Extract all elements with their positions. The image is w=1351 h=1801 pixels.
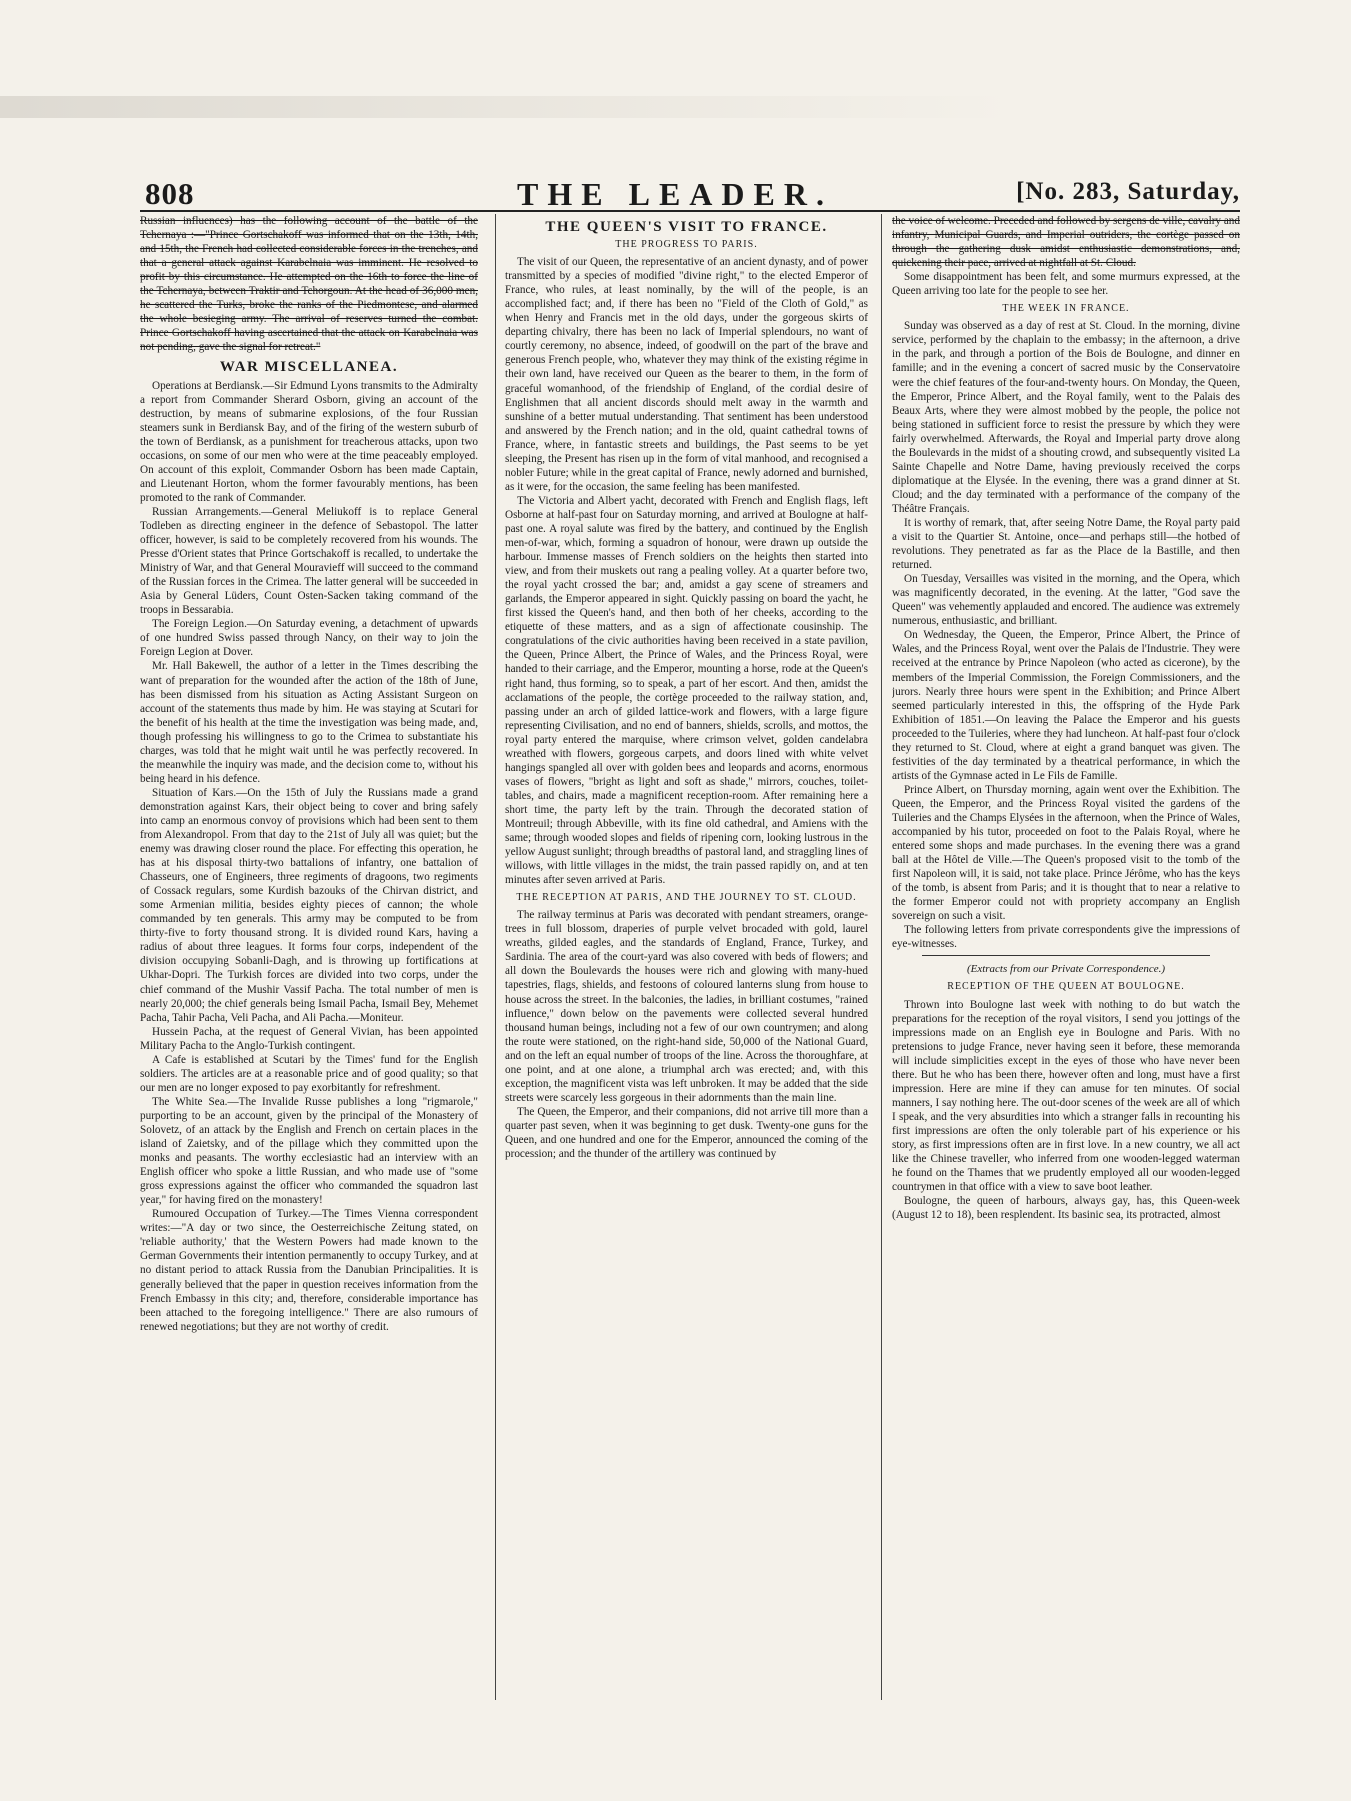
paragraph: The Victoria and Albert yacht, decorated with French and English flags, left Osborne at half-past four on Saturday morning, and arrived at Boulogne at half-past one. A royal salute was fired by the battery, and continued by the English men-of-war, which, forming a squadron of honour, were drawn up outside the harbour. Immense masses of French soldiers on the heights then started into view, and from their muskets out rang a pealing volley. At a quarter before two, the royal yacht crossed the bar; and, amidst a gay scene of streamers and garlands, the Emperor appeared in sight. Quickly passing on board the yacht, he first kissed the Queen's hand, and then both of her cheeks, according to the etiquette of these matters, and as a sign of affectionate cousinship. The congratulations of the civic authorities having been received in a state pavilion, the Queen, Prince Albert, the Prince of Wales, and the Princess Royal, were handed to their carriage, and the Emperor, mounting a horse, rode at the Queen's right hand, thus forming, so to speak, a part of her escort. And then, amidst the acclamations of the people, the cortège proceeded to the railway station, and, passing under an arch of gilded lattice-work and flowers, with a large figure representing Civilisation, and no end of banners, shields, scrolls, and mottos, the royal party entered the marquise, where crimson velvet, golden candelabra wreathed with flowers, gorgeous carpets, and doors lined with white velvet hangings spangled all over with golden bees and leopards and acorns, enormous vases of flowers, "bright as light and soft as shade," mirrors, couches, toilet-tables, and chairs, made a magnificent reception-room. After remaining here a short time, the party left by the train. Through the decorated station of Montreuil; through Abbeville, with its fine old cathedral, and Amiens with the same; through wooded slopes and fields of ripening corn, looking lustrous in the yellow August sunlight; through breadths of pastoral land, and straggling lines of willows, with little villages in the midst, the train passed rapidly on, and at ten minutes after seven arrived at Paris. bbox=[505, 494, 868, 887]
column-divider bbox=[881, 214, 882, 1700]
paragraph: Situation of Kars.—On the 15th of July the Russians made a grand demonstration against Kars, their object being to cover and bring safely into camp an enormous convoy of provisions which had been sent to them from Alexandropol. From that day to the 21st of July all was quiet; but the enemy was drawing closer round the place. For effecting this operation, he has at his disposal thirty-two battalions of infantry, one battalion of Chasseurs, one of Engineers, three regiments of dragoons, two regiments of Cossack regulars, some Kurdish bazouks of the Chirvan district, and some Armenian militia, besides eighty pieces of cannon; the whole commanded by ten generals. This army may be computed to be from thirty-five to forty thousand strong. It is divided round Kars, having a radius of about three leagues. It forms four corps, independent of the division occupying Sobanli-Dagh, and is throwing up fortifications at Ukhar-Dopri. The Turkish forces are divided into two corps, under the chief command of the Mushir Vassif Pacha. The total number of men is nearly 20,000; the chief generals being Ismail Pacha, Ismail Bey, Mehemet Pacha, Tahir Pacha, Veli Pacha, and Ali Pacha.—Moniteur. bbox=[140, 786, 478, 1024]
sub-heading: THE PROGRESS TO PARIS. bbox=[615, 239, 758, 251]
page-number: 808 bbox=[145, 176, 195, 211]
correspondence-heading: (Extracts from our Private Correspondence.) bbox=[966, 963, 1166, 976]
paragraph: Some disappointment has been felt, and some murmurs expressed, at the Queen arriving too late for the people to see her. bbox=[892, 271, 1240, 298]
scan-artifact-band bbox=[0, 96, 1351, 118]
paragraph: Mr. Hall Bakewell, the author of a letter in the Times describing the want of preparation for the wounded after the action of the 18th of June, has been dismissed from his situation as Acting Assistant Surgeon on account of the statements thus made by him. He was staying at Scutari for the benefit of his health at the time the investigation was being made, and, though professing his willingness to go to the Crimea to substantiate his charges, was told that he might wait until he was perfectly recovered. In the meanwhile the inquiry was made, and the decision come to, without his being heard in his defence. bbox=[140, 660, 478, 785]
paragraph: The railway terminus at Paris was decorated with pendant streamers, orange-trees in full blossom, draperies of purple velvet brocaded with gold, laurel wreaths, gilded eagles, and the standards of England, France, Turkey, and Sardinia. The area of the court-yard was also covered with beds of flowers; and all down the Boulevards the houses were rich and glowing with many-hued tapestries, flags, shields, and festoons of coloured lanterns slung from house to house across the street. In the balconies, the ladies, in brilliant costumes, "rained influence," down below on the pavements were collected several hundred thousand human beings, including not a few of our own countrymen; and along the route were stationed, on the right-hand side, 50,000 of the National Guard, and on the left an equal number of troops of the line. Across the thoroughfare, at one point, and at one alone, a triumphal arch was erected; and, with this exception, the magnificent vista was left unbroken. It may be added that the side streets were scarcely less gorgeous in their adornments than the main line. bbox=[505, 909, 868, 1104]
paragraph: Sunday was observed as a day of rest at St. Cloud. In the morning, divine service, performed by the chaplain to the embassy; in the afternoon, a drive in the park, and through a portion of the Bois de Boulogne, and dinner en famille; and in the evening a concert of sacred music by the Conservatoire were the chief features of the four-and-twenty hours. On Monday, the Queen, the Emperor, Prince Albert, and the Royal family, went to the Palais des Beaux Arts, where they were almost mobbed by the people, the police not being stationed in sufficient force to resist the pressure by which they were fairly overwhelmed. Afterwards, the Royal and Imperial party drove along the Boulevards in the midst of a shouting crowd, and subsequently visited La Sainte Chapelle and Notre Dame, having previously received the corps diplomatique at the Elysée. In the evening, there was a grand dinner at St. Cloud; and the day terminated with a performance of the company of the Théâtre Français. bbox=[892, 320, 1240, 515]
paragraph: Rumoured Occupation of Turkey.—The Times Vienna correspondent writes:—"A day or two since, the Oesterreichische Zeitung stated, on 'reliable authority,' that the Western Powers had made known to the German Governments their intention permanently to occupy Turkey, and at no distant period to attack Russia from the Danubian Principalities. It is generally believed that the paper in question receives information from the French Embassy in this city; and, therefore, considerable importance has been attached to the foregoing intelligence." There are also rumours of renewed negotiations; but they are not worthy of credit. bbox=[140, 1208, 478, 1333]
continued-paragraph: Russian influences) has the following account of the battle of the Tchernaya :—"Prince Gortschakoff was informed that on the 13th, 14th, and 15th, the French had collected considerable forces in the trenches, and that a general attack against Karabelnaia was imminent. He resolved to profit by this circumstance. He attempted on the 16th to force the line of the Tchernaya, between Traktir and Tchorgoun. At the head of 36,000 men, he scattered the Turks, broke the ranks of the Piedmontese, and alarmed the whole besieging army. The arrival of reserves turned the combat. Prince Gortschakoff having ascertained that the attack on Karabelnaia was not pending, gave the signal for retreat." bbox=[140, 215, 478, 354]
article-columns bbox=[140, 214, 1240, 1700]
paragraph: The Queen, the Emperor, and their companions, did not arrive till more than a quarter past seven, when it was beginning to get dusk. Twenty-one guns for the Queen, and one hundred and one for the Emperor, announced the coming of the procession; and the thunder of the artillery was continued by bbox=[505, 1105, 868, 1161]
section-heading: WAR MISCELLANEA. bbox=[219, 359, 399, 376]
column-1 bbox=[140, 214, 478, 1700]
paragraph: A Cafe is established at Scutari by the Times' fund for the English soldiers. The articles are at a reasonable price and of good quality; so that our men are no longer exposed to pay exorbitantly for refreshment. bbox=[140, 1053, 478, 1094]
sub-heading: RECEPTION OF THE QUEEN AT BOULOGNE. bbox=[947, 981, 1185, 993]
sub-heading: THE WEEK IN FRANCE. bbox=[1002, 303, 1130, 315]
newspaper-title: THE LEADER. bbox=[517, 176, 833, 212]
paragraph: The following letters from private correspondents give the impressions of eye-witnesses. bbox=[892, 924, 1240, 951]
issue-info: [No. 283, Saturday, bbox=[1016, 178, 1240, 205]
masthead bbox=[145, 176, 1240, 212]
paragraph: Operations at Berdiansk.—Sir Edmund Lyons transmits to the Admiralty a report from Commander Sherard Osborn, giving an account of the destruction, by means of submarine explosions, of the four Russian steamers sunk in Berdiansk Bay, and of the firing of the western suburb of the town of Berdiansk, as a punishment for treacherous attacks, upon two occasions, on some of our men who were at the time peaceably employed. On account of this exploit, Commander Osborn has been made Captain, and Lieutenant Horton, whom the former favourably mentions, has been promoted to the rank of Commander. bbox=[140, 379, 478, 504]
paragraph: On Wednesday, the Queen, the Emperor, Prince Albert, the Prince of Wales, and the Princess Royal, went over the Palais de l'Industrie. They were received at the entrance by Prince Napoleon (who acted as cicerone), by the members of the Imperial Commission, the Foreign Commissioners, and the jurors. Nearly three hours were spent in the Exhibition; and Prince Albert seemed particularly interested in this, the offspring of the Hyde Park Exhibition of 1851.—On leaving the Palace the Emperor and his guests proceeded to the Tuileries, where they had luncheon. At half-past four o'clock they returned to St. Cloud, where at eight a grand banquet was given. The festivities of the day terminated by a theatrical performance, in which the artists of the Gymnase acted in Le Fils de Famille. bbox=[892, 629, 1240, 782]
continued-paragraph: the voice of welcome. Preceded and followed by sergens de ville, cavalry and infantry, Municipal Guards, and Imperial outriders, the cortège passed on through the gathering dusk amidst enthusiastic demonstrations, and, quickening their pace, arrived at nightfall at St. Cloud. bbox=[892, 215, 1240, 270]
paragraph: Thrown into Boulogne last week with nothing to do but watch the preparations for the reception of the royal visitors, I send you jottings of the impressions made on an English eye in Boulogne and Paris. With no pretensions to judge France, never having seen it before, these memoranda will include simplicities except in the eyes of those who have never been there. But he who has been there, however often and long, must have a first impression. Here are mine if they can amuse for ten minutes. Of social manners, I say nothing here. The out-door scenes of the week are all of which I speak, and the very absurdities into which a stranger falls in recounting his first impressions are often the only tolerable part of his experience or his story, as first impressions often are in first love. In a new country, we all act like the Chinese traveller, who inferred from one wooden-legged waterman he found on the Thames that we prudently employed all our wooden-legged countrymen in that office with a view to save boot leather. bbox=[892, 998, 1240, 1194]
article-title: THE QUEEN'S VISIT TO FRANCE. bbox=[545, 219, 828, 235]
paragraph: The visit of our Queen, the representative of an ancient dynasty, and of power transmitted by a species of modified "divine right," to the elected Emperor of France, who rules, at least nominally, by the will of the people, is an accomplished fact; and, if there has been no "Field of the Cloth of Gold," as when Henry and Francis met in the old days, under the gorgeous skirts of departing chivalry, there has been no lack of Imperial splendours, no want of courtly ceremony, no absence, indeed, of goodwill on the part of the brave and generous French people, who, whatever they may think of the existing régime in their own land, have received our Queen as the bearer to them, in the form of graceful womanhood, of the friendship of England, of the cordial desire of Englishmen that all ancient discords should melt away in the warmth and sunshine of a better mutual understanding. That sentiment has been understood and answered by the French nation; and in the old, quaint cathedral towns of France, where, in fantastic streets and buildings, the Past seems to be yet sleeping, the Present has risen up in the form of vital manhood, and recognised a nobler Future; while in the great capital of France, newly adorned and burnished, as it were, for the occasion, the same feeling has been manifested. bbox=[505, 256, 868, 493]
column-3 bbox=[892, 214, 1240, 1700]
divider bbox=[922, 955, 1210, 956]
paragraph: Hussein Pacha, at the request of General Vivian, has been appointed Military Pacha to the Anglo-Turkish contingent. bbox=[140, 1025, 478, 1052]
column-2 bbox=[505, 214, 868, 1700]
paragraph: Boulogne, the queen of harbours, always gay, has, this Queen-week (August 12 to 18), been resplendent. Its basinic sea, its protracted, almost bbox=[892, 1195, 1240, 1222]
paragraph: The Foreign Legion.—On Saturday evening, a detachment of upwards of one hundred Swiss passed through Nancy, on their way to join the Foreign Legion at Dover. bbox=[140, 618, 478, 659]
paragraph: It is worthy of remark, that, after seeing Notre Dame, the Royal party paid a visit to the Quartier St. Antoine, once—and perhaps still—the hotbed of revolutions. They penetrated as far as the Place de la Bastille, and then returned. bbox=[892, 516, 1240, 572]
paragraph: On Tuesday, Versailles was visited in the morning, and the Opera, which was magnificently decorated, in the evening. At the latter, "God save the Queen" was vehemently applauded and encored. The audience was extremely numerous, enthusiastic, and brilliant. bbox=[892, 573, 1240, 628]
paragraph: Prince Albert, on Thursday morning, again went over the Exhibition. The Queen, the Emperor, and the Princess Royal visited the gardens of the Tuileries and the Champs Elysées in the afternoon, when the Prince of Wales, accompanied by his tutor, proceeded on foot to the Palais Royal, where he entered some shops and made purchases. In the evening there was a grand ball at the Hôtel de Ville.—The Queen's proposed visit to the tomb of the first Napoleon will, it is said, not take place. Prince Jérôme, who has the keys of the tomb, is absent from Paris; and it is thought that to near a relative to the former Emperor could not with propriety accompany an English sovereign on such a visit. bbox=[892, 783, 1240, 923]
paragraph: The White Sea.—The Invalide Russe publishes a long "rigmarole," purporting to be an account, given by the principal of the Monastery of Solovetz, of an attack by the English and French on certain places in the island of Zaietsky, and of the pillage which they committed upon the monks and peasants. The worthy ecclesiastic had an interview with an English officer who spoke a little Russian, and who made use of "some gross expressions against the officer who commanded the squadron last year," for having fired on the monastery! bbox=[140, 1095, 478, 1207]
paragraph: Russian Arrangements.—General Meliukoff is to replace General Todleben as directing engineer in the defence of Sebastopol. The latter officer, however, is said to be completely recovered from his wounds. The Presse d'Orient states that Prince Gortschakoff is recalled, to undertake the Ministry of War, and that General Mouravieff will succeed to the command of the Russian forces in the Crimea. The latter general will be succeeded in Asia by General Lüders, Count Osten-Sacken taking command of the troops in Bessarabia. bbox=[140, 505, 478, 617]
column-divider bbox=[495, 214, 496, 1700]
sub-heading: THE RECEPTION AT PARIS, AND THE JOURNEY TO ST. CLOUD. bbox=[516, 892, 857, 904]
masthead-rule bbox=[140, 210, 1240, 212]
